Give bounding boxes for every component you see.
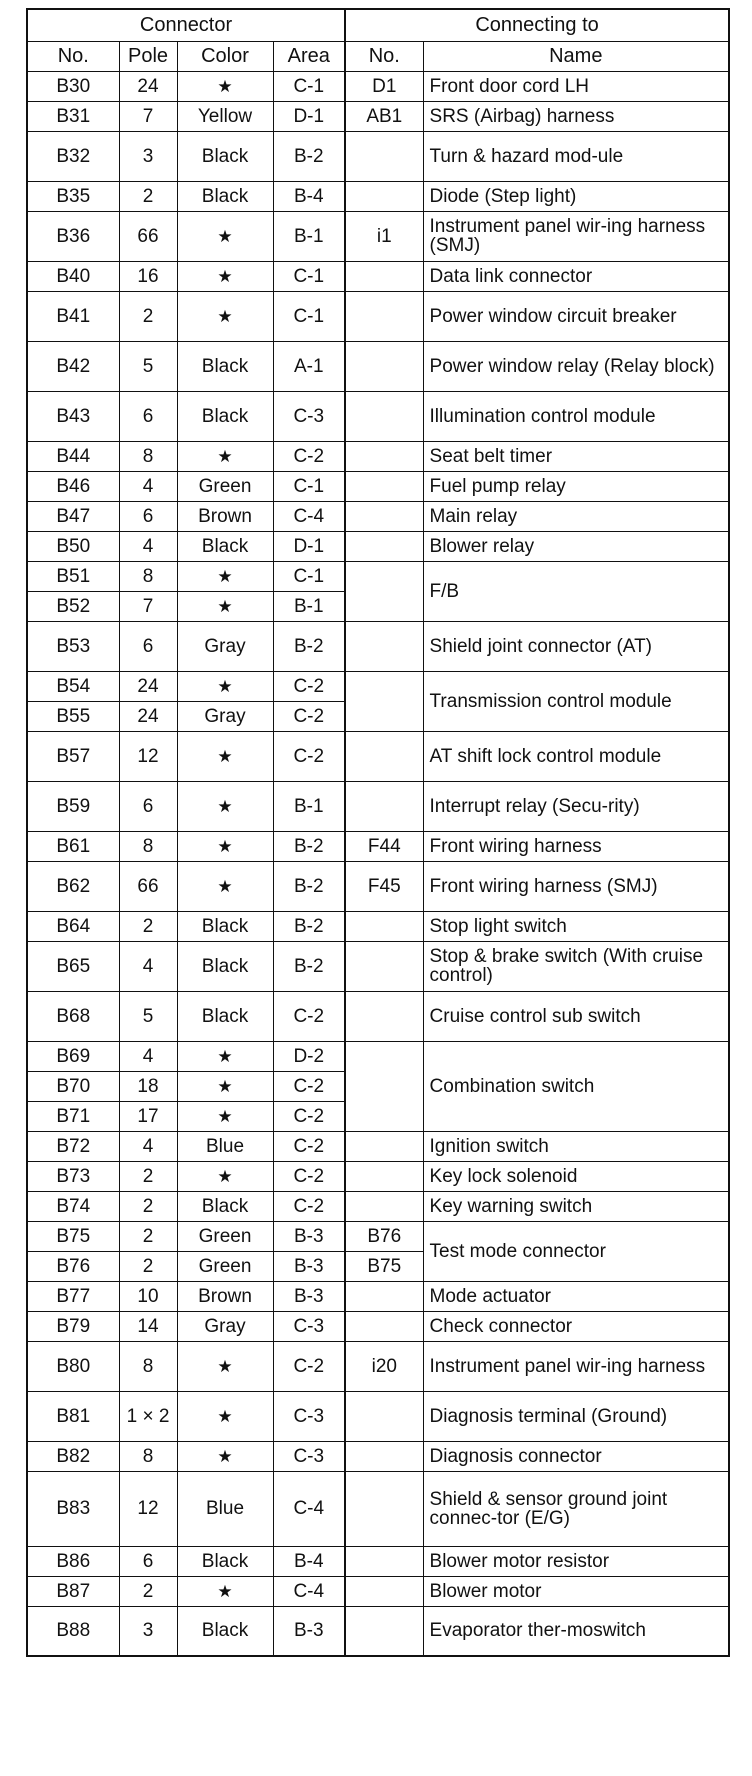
pole-count: 7: [119, 101, 177, 131]
connector-no: B83: [27, 1471, 119, 1546]
pole-count: 2: [119, 1191, 177, 1221]
pole-count: 66: [119, 211, 177, 261]
wire-color: ★: [177, 261, 273, 291]
wire-color: Green: [177, 471, 273, 501]
connecting-no: B75: [345, 1251, 423, 1281]
area-code: C-3: [273, 391, 345, 441]
connecting-name: Blower motor: [423, 1576, 729, 1606]
wire-color: Black: [177, 1546, 273, 1576]
connecting-name: AT shift lock control module: [423, 731, 729, 781]
connector-no: B31: [27, 101, 119, 131]
area-code: C-4: [273, 1576, 345, 1606]
area-code: C-2: [273, 1071, 345, 1101]
connecting-name: Shield & sensor ground joint connec-tor (E/G): [423, 1471, 729, 1546]
area-code: C-4: [273, 1471, 345, 1546]
connecting-name: Shield joint connector (AT): [423, 621, 729, 671]
connecting-no: [345, 291, 423, 341]
col-header-name: Name: [423, 41, 729, 71]
connector-no: B36: [27, 211, 119, 261]
connector-no: B88: [27, 1606, 119, 1656]
pole-count: 18: [119, 1071, 177, 1101]
connector-no: B46: [27, 471, 119, 501]
area-code: B-3: [273, 1251, 345, 1281]
connecting-name: Stop light switch: [423, 911, 729, 941]
table-row: [27, 531, 729, 561]
connecting-name: Seat belt timer: [423, 441, 729, 471]
area-code: C-2: [273, 1101, 345, 1131]
wire-color: Black: [177, 131, 273, 181]
pole-count: 16: [119, 261, 177, 291]
area-code: B-1: [273, 591, 345, 621]
pole-count: 2: [119, 1251, 177, 1281]
connecting-no: [345, 1546, 423, 1576]
pole-count: 8: [119, 1341, 177, 1391]
wire-color: Black: [177, 341, 273, 391]
table-row: [27, 781, 729, 831]
connecting-name: Evaporator ther-moswitch: [423, 1606, 729, 1656]
connecting-name: SRS (Airbag) harness: [423, 101, 729, 131]
wire-color: Black: [177, 1191, 273, 1221]
table-row: [27, 911, 729, 941]
area-code: B-2: [273, 911, 345, 941]
connector-no: B47: [27, 501, 119, 531]
table-row: [27, 1341, 729, 1391]
connecting-no: i20: [345, 1341, 423, 1391]
wire-color: ★: [177, 561, 273, 591]
wire-color: ★: [177, 1341, 273, 1391]
connecting-name: Key lock solenoid: [423, 1161, 729, 1191]
area-code: C-1: [273, 561, 345, 591]
table-row: [27, 831, 729, 861]
wire-color: Black: [177, 991, 273, 1041]
wire-color: ★: [177, 1441, 273, 1471]
connector-no: B77: [27, 1281, 119, 1311]
connector-no: B59: [27, 781, 119, 831]
wire-color: ★: [177, 291, 273, 341]
connector-no: B68: [27, 991, 119, 1041]
area-code: C-1: [273, 71, 345, 101]
wire-color: Green: [177, 1221, 273, 1251]
area-code: D-2: [273, 1041, 345, 1071]
area-code: B-2: [273, 621, 345, 671]
wire-color: ★: [177, 1071, 273, 1101]
table-row: [27, 1441, 729, 1471]
table-row: [27, 441, 729, 471]
connecting-no: [345, 531, 423, 561]
table-row: [27, 1041, 729, 1071]
wire-color: ★: [177, 441, 273, 471]
table-row: [27, 131, 729, 181]
connector-no: B80: [27, 1341, 119, 1391]
connecting-no: F44: [345, 831, 423, 861]
connecting-name: Power window circuit breaker: [423, 291, 729, 341]
wire-color: Black: [177, 911, 273, 941]
connecting-name: Transmission control module: [423, 671, 729, 731]
pole-count: 8: [119, 561, 177, 591]
table-row: [27, 621, 729, 671]
connecting-name: Check connector: [423, 1311, 729, 1341]
connector-no: B86: [27, 1546, 119, 1576]
wire-color: ★: [177, 1576, 273, 1606]
area-code: C-3: [273, 1441, 345, 1471]
pole-count: 12: [119, 731, 177, 781]
pole-count: 24: [119, 71, 177, 101]
pole-count: 10: [119, 1281, 177, 1311]
connecting-no: [345, 1041, 423, 1131]
wire-color: ★: [177, 211, 273, 261]
table-row: [27, 561, 729, 591]
connecting-name: Data link connector: [423, 261, 729, 291]
area-code: C-1: [273, 471, 345, 501]
area-code: B-2: [273, 831, 345, 861]
pole-count: 2: [119, 1221, 177, 1251]
table-row: [27, 501, 729, 531]
connecting-no: [345, 1441, 423, 1471]
area-code: D-1: [273, 101, 345, 131]
connector-no: B82: [27, 1441, 119, 1471]
table-row: [27, 991, 729, 1041]
connector-no: B40: [27, 261, 119, 291]
area-code: C-2: [273, 671, 345, 701]
area-code: B-2: [273, 861, 345, 911]
column-header-row: [27, 41, 729, 71]
wire-color: ★: [177, 1391, 273, 1441]
wire-color: Green: [177, 1251, 273, 1281]
area-code: C-2: [273, 1161, 345, 1191]
pole-count: 6: [119, 501, 177, 531]
connecting-no: [345, 1606, 423, 1656]
connecting-no: [345, 621, 423, 671]
pole-count: 4: [119, 1131, 177, 1161]
pole-count: 6: [119, 781, 177, 831]
connecting-name: Blower relay: [423, 531, 729, 561]
connecting-name: Front door cord LH: [423, 71, 729, 101]
table-row: [27, 1191, 729, 1221]
pole-count: 6: [119, 391, 177, 441]
table-row: [27, 391, 729, 441]
connecting-to-group-header: Connecting to: [345, 9, 729, 41]
wire-color: Black: [177, 1606, 273, 1656]
area-code: B-1: [273, 781, 345, 831]
pole-count: 4: [119, 531, 177, 561]
pole-count: 8: [119, 1441, 177, 1471]
table-row: [27, 1546, 729, 1576]
connector-no: B51: [27, 561, 119, 591]
table-row: [27, 291, 729, 341]
pole-count: 6: [119, 621, 177, 671]
connector-no: B61: [27, 831, 119, 861]
connecting-no: D1: [345, 71, 423, 101]
area-code: C-2: [273, 991, 345, 1041]
connecting-no: [345, 731, 423, 781]
area-code: C-3: [273, 1311, 345, 1341]
table-row: [27, 671, 729, 701]
pole-count: 4: [119, 1041, 177, 1071]
connector-no: B64: [27, 911, 119, 941]
connector-no: B43: [27, 391, 119, 441]
connecting-no: [345, 1131, 423, 1161]
pole-count: 8: [119, 441, 177, 471]
table-row: [27, 1161, 729, 1191]
table-row: [27, 1281, 729, 1311]
area-code: C-2: [273, 701, 345, 731]
area-code: B-4: [273, 181, 345, 211]
wire-color: Black: [177, 531, 273, 561]
table-row: [27, 731, 729, 781]
pole-count: 24: [119, 701, 177, 731]
connecting-name: Front wiring harness (SMJ): [423, 861, 729, 911]
pole-count: 2: [119, 291, 177, 341]
connecting-name: F/B: [423, 561, 729, 621]
connecting-no: [345, 471, 423, 501]
table-row: [27, 1576, 729, 1606]
table-row: [27, 1221, 729, 1251]
area-code: C-1: [273, 291, 345, 341]
table-row: [27, 861, 729, 911]
connecting-name: Illumination control module: [423, 391, 729, 441]
pole-count: 12: [119, 1471, 177, 1546]
pole-count: 2: [119, 1576, 177, 1606]
table-row: [27, 1606, 729, 1656]
wire-color: ★: [177, 71, 273, 101]
connector-no: B50: [27, 531, 119, 561]
table-row: [27, 1311, 729, 1341]
connector-no: B32: [27, 131, 119, 181]
wire-color: Black: [177, 391, 273, 441]
connector-table: [26, 8, 730, 1657]
area-code: B-3: [273, 1606, 345, 1656]
connecting-name: Interrupt relay (Secu-rity): [423, 781, 729, 831]
area-code: C-2: [273, 1191, 345, 1221]
area-code: D-1: [273, 531, 345, 561]
connecting-name: Stop & brake switch (With cruise control): [423, 941, 729, 991]
table-row: [27, 941, 729, 991]
pole-count: 2: [119, 181, 177, 211]
wire-color: ★: [177, 1041, 273, 1071]
connecting-no: [345, 1281, 423, 1311]
area-code: C-2: [273, 1341, 345, 1391]
wire-color: Gray: [177, 1311, 273, 1341]
connector-no: B62: [27, 861, 119, 911]
wire-color: ★: [177, 1161, 273, 1191]
connector-no: B69: [27, 1041, 119, 1071]
connector-no: B71: [27, 1101, 119, 1131]
connector-no: B70: [27, 1071, 119, 1101]
area-code: C-1: [273, 261, 345, 291]
connector-no: B75: [27, 1221, 119, 1251]
connector-no: B44: [27, 441, 119, 471]
pole-count: 3: [119, 1606, 177, 1656]
connecting-no: [345, 341, 423, 391]
connector-no: B73: [27, 1161, 119, 1191]
connecting-no: F45: [345, 861, 423, 911]
connecting-no: [345, 911, 423, 941]
connector-no: B41: [27, 291, 119, 341]
connector-no: B42: [27, 341, 119, 391]
connector-no: B74: [27, 1191, 119, 1221]
connecting-name: Cruise control sub switch: [423, 991, 729, 1041]
connecting-name: Fuel pump relay: [423, 471, 729, 501]
pole-count: 5: [119, 991, 177, 1041]
connecting-no: [345, 261, 423, 291]
connector-no: B81: [27, 1391, 119, 1441]
connector-no: B35: [27, 181, 119, 211]
connecting-name: Power window relay (Relay block): [423, 341, 729, 391]
table-row: [27, 1391, 729, 1441]
wire-color: Blue: [177, 1471, 273, 1546]
pole-count: 14: [119, 1311, 177, 1341]
connecting-name: Instrument panel wir-ing harness: [423, 1341, 729, 1391]
wire-color: Black: [177, 181, 273, 211]
connecting-no: AB1: [345, 101, 423, 131]
connecting-name: Diode (Step light): [423, 181, 729, 211]
table-body: [27, 71, 729, 1656]
table-row: [27, 71, 729, 101]
wire-color: Gray: [177, 701, 273, 731]
area-code: B-3: [273, 1221, 345, 1251]
connecting-no: [345, 441, 423, 471]
pole-count: 5: [119, 341, 177, 391]
connecting-no: [345, 781, 423, 831]
pole-count: 66: [119, 861, 177, 911]
connecting-no: [345, 501, 423, 531]
pole-count: 1 × 2: [119, 1391, 177, 1441]
wire-color: ★: [177, 861, 273, 911]
connecting-no: [345, 1391, 423, 1441]
col-header-area: Area: [273, 41, 345, 71]
wire-color: ★: [177, 591, 273, 621]
col-header-no: No.: [27, 41, 119, 71]
col-header-color: Color: [177, 41, 273, 71]
area-code: B-2: [273, 941, 345, 991]
wire-color: Brown: [177, 501, 273, 531]
pole-count: 2: [119, 911, 177, 941]
connector-no: B53: [27, 621, 119, 671]
table-row: [27, 471, 729, 501]
wire-color: Black: [177, 941, 273, 991]
connector-no: B55: [27, 701, 119, 731]
connector-no: B76: [27, 1251, 119, 1281]
pole-count: 3: [119, 131, 177, 181]
table-row: [27, 1471, 729, 1546]
connecting-no: [345, 1311, 423, 1341]
area-code: B-4: [273, 1546, 345, 1576]
connecting-name: Test mode connector: [423, 1221, 729, 1281]
connecting-name: Diagnosis connector: [423, 1441, 729, 1471]
area-code: C-4: [273, 501, 345, 531]
connecting-name: Combination switch: [423, 1041, 729, 1131]
table-row: [27, 211, 729, 261]
wire-color: ★: [177, 671, 273, 701]
connecting-name: Blower motor resistor: [423, 1546, 729, 1576]
col-header-to-no: No.: [345, 41, 423, 71]
connector-no: B65: [27, 941, 119, 991]
wire-color: ★: [177, 831, 273, 861]
group-header-row: [27, 9, 729, 41]
pole-count: 4: [119, 941, 177, 991]
connector-group-header: Connector: [27, 9, 345, 41]
connecting-no: [345, 991, 423, 1041]
wire-color: ★: [177, 1101, 273, 1131]
area-code: B-2: [273, 131, 345, 181]
connecting-name: Instrument panel wir-ing harness (SMJ): [423, 211, 729, 261]
connecting-name: Diagnosis terminal (Ground): [423, 1391, 729, 1441]
area-code: C-2: [273, 441, 345, 471]
connecting-no: [345, 391, 423, 441]
connecting-no: [345, 1576, 423, 1606]
connecting-no: B76: [345, 1221, 423, 1251]
connecting-name: Turn & hazard mod-ule: [423, 131, 729, 181]
connecting-no: [345, 671, 423, 731]
table-row: [27, 101, 729, 131]
area-code: C-2: [273, 731, 345, 781]
table-row: [27, 341, 729, 391]
connector-no: B30: [27, 71, 119, 101]
pole-count: 24: [119, 671, 177, 701]
connector-no: B72: [27, 1131, 119, 1161]
pole-count: 6: [119, 1546, 177, 1576]
connector-no: B79: [27, 1311, 119, 1341]
connecting-no: [345, 561, 423, 621]
connecting-no: [345, 941, 423, 991]
area-code: C-3: [273, 1391, 345, 1441]
table-row: [27, 1131, 729, 1161]
connecting-no: i1: [345, 211, 423, 261]
connecting-name: Mode actuator: [423, 1281, 729, 1311]
wire-color: ★: [177, 781, 273, 831]
connecting-name: Ignition switch: [423, 1131, 729, 1161]
connecting-no: [345, 1471, 423, 1546]
pole-count: 17: [119, 1101, 177, 1131]
pole-count: 2: [119, 1161, 177, 1191]
wire-color: Brown: [177, 1281, 273, 1311]
connector-no: B54: [27, 671, 119, 701]
pole-count: 4: [119, 471, 177, 501]
connector-no: B87: [27, 1576, 119, 1606]
wire-color: Blue: [177, 1131, 273, 1161]
wire-color: Gray: [177, 621, 273, 671]
area-code: A-1: [273, 341, 345, 391]
connecting-no: [345, 1161, 423, 1191]
table-row: [27, 261, 729, 291]
wire-color: Yellow: [177, 101, 273, 131]
wire-color: ★: [177, 731, 273, 781]
connecting-no: [345, 181, 423, 211]
connector-no: B57: [27, 731, 119, 781]
connecting-no: [345, 131, 423, 181]
connector-no: B52: [27, 591, 119, 621]
pole-count: 7: [119, 591, 177, 621]
table-row: [27, 181, 729, 211]
pole-count: 8: [119, 831, 177, 861]
connecting-name: Main relay: [423, 501, 729, 531]
col-header-pole: Pole: [119, 41, 177, 71]
area-code: B-3: [273, 1281, 345, 1311]
connecting-name: Front wiring harness: [423, 831, 729, 861]
connecting-no: [345, 1191, 423, 1221]
connecting-name: Key warning switch: [423, 1191, 729, 1221]
area-code: B-1: [273, 211, 345, 261]
area-code: C-2: [273, 1131, 345, 1161]
